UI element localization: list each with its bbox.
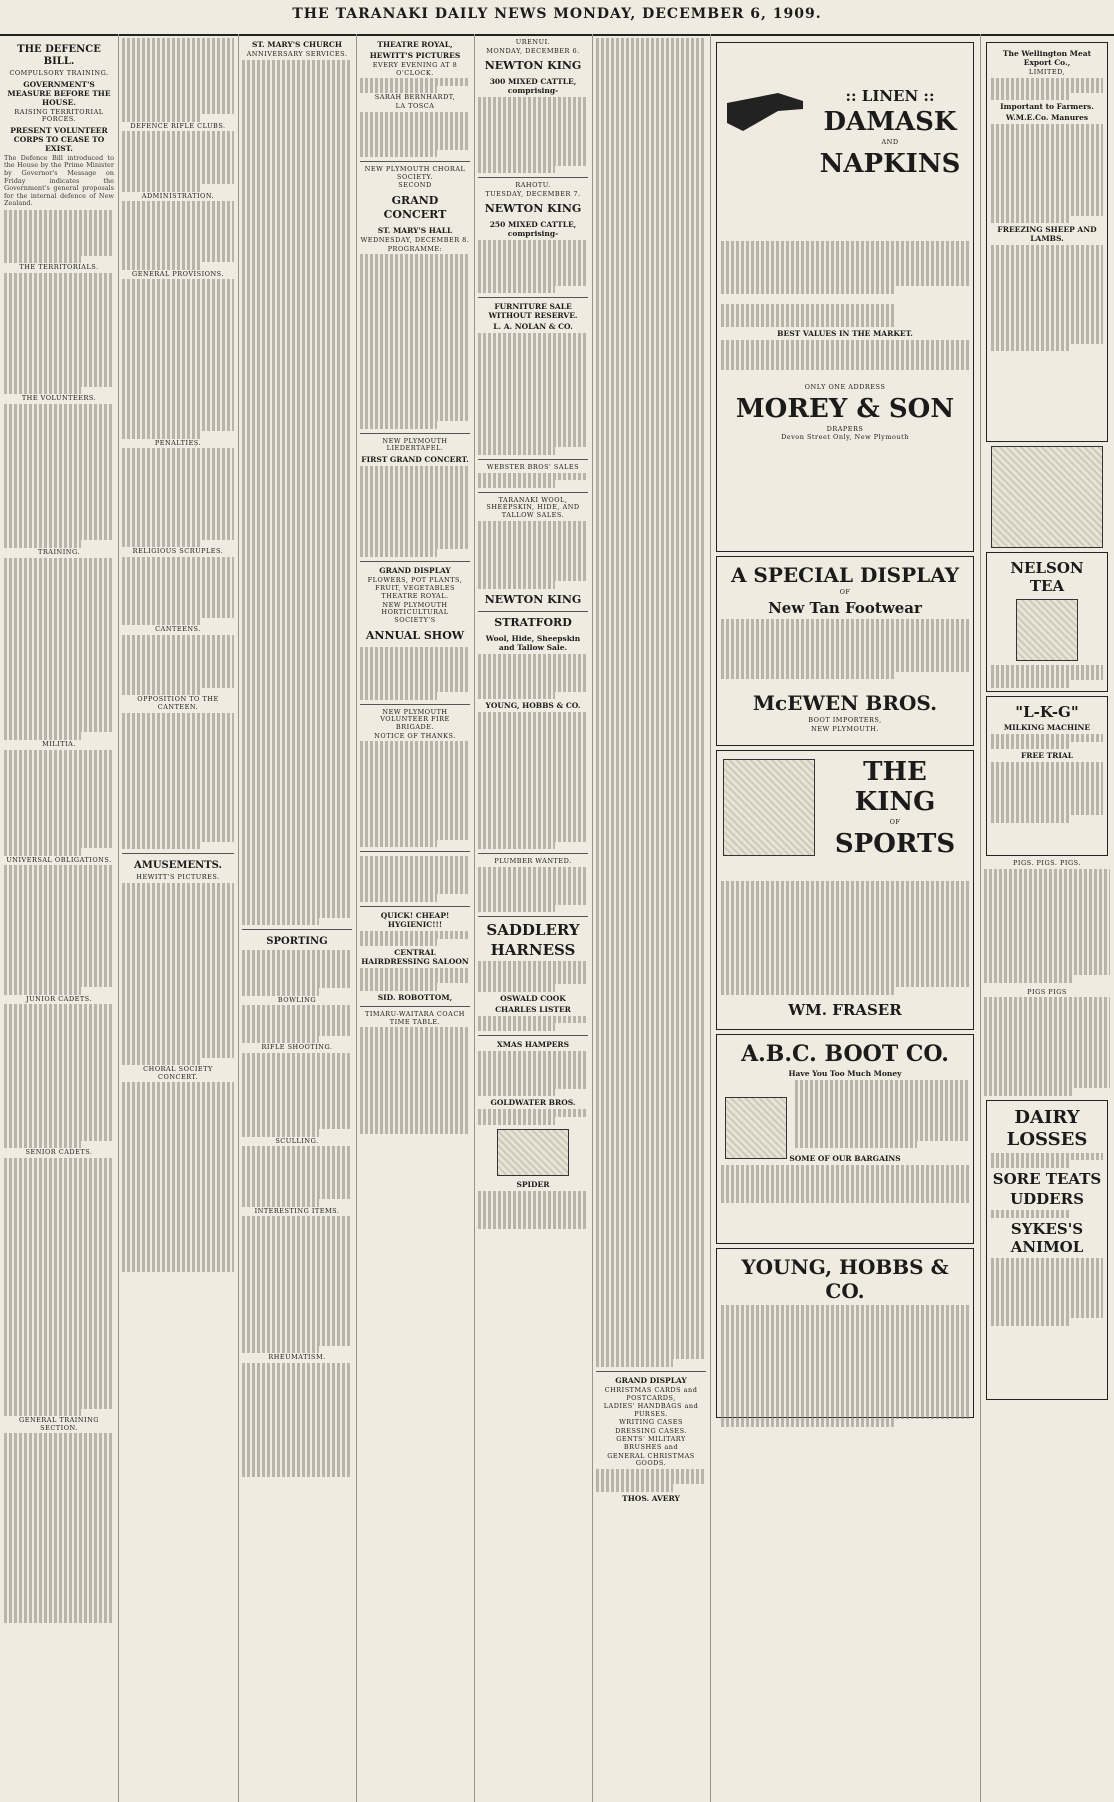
ad-line: OF xyxy=(839,588,851,596)
ad-heading: GRAND CONCERT xyxy=(383,193,447,221)
ad-line: NEW PLYMOUTH VOLUNTEER FIRE BRIGADE. xyxy=(380,707,450,731)
ad-line: RAHOTU. xyxy=(515,181,551,190)
section-heading: THE TERRITORIALS. xyxy=(19,263,99,272)
ad-heading: SYKES'S ANIMOL xyxy=(1010,1219,1084,1256)
ad-heading: New Tan Footwear xyxy=(768,598,922,617)
article-subhead: PRESENT VOLUNTEER CORPS TO CEASE TO EXIST. xyxy=(10,125,108,153)
ad-line: NEW PLYMOUTH LIEDERTAFEL. xyxy=(382,436,448,453)
ad-heading: THOS. AVERY xyxy=(622,1493,680,1503)
article-heading: ST. MARY'S CHURCH xyxy=(252,40,342,49)
ad-heading: THEATRE ROYAL, xyxy=(377,40,453,49)
ad-heading: FREE TRIAL xyxy=(1020,751,1074,761)
ad-heading: XMAS HAMPERS xyxy=(496,1039,570,1049)
section-heading: CHORAL SOCIETY CONCERT. xyxy=(143,1065,213,1081)
ad-line: PLUMBER WANTED. xyxy=(494,857,572,866)
ad-line: WEDNESDAY, DECEMBER 8. xyxy=(360,235,470,244)
tea-packet-illustration xyxy=(1016,599,1078,661)
column-classifieds xyxy=(592,34,711,1802)
article-heading: THE DEFENCE BILL. xyxy=(17,44,101,67)
ad-heading: "L-K-G" xyxy=(1015,703,1079,721)
ad-heading: 250 MIXED CATTLE, comprising- xyxy=(489,220,577,239)
section-heading: HEWITT'S PICTURES. xyxy=(136,873,220,882)
ad-heading: GRAND DISPLAY xyxy=(379,566,451,576)
column-auctions xyxy=(474,34,593,1802)
ad-line: ONLY ONE ADDRESS xyxy=(804,382,886,391)
ad-line: WRITING CASES xyxy=(619,1418,683,1427)
ad-line: TUESDAY, DECEMBER 7. xyxy=(485,189,581,198)
ad-heading: HEWITT'S PICTURES xyxy=(369,51,461,60)
section-heading: ADMINISTRATION. xyxy=(141,191,215,200)
section-heading: GENERAL PROVISIONS. xyxy=(132,269,224,278)
ad-heading: McEWEN BROS. xyxy=(752,691,938,716)
section-heading: BOWLING xyxy=(277,995,317,1004)
meat-export-ad xyxy=(986,42,1108,442)
linen-ad xyxy=(716,42,974,552)
ad-line: TARANAKI WOOL, SHEEPSKIN, HIDE, AND TALLOW SALES. xyxy=(486,495,580,519)
ad-line: OF xyxy=(889,818,901,826)
ad-line: URENUI. xyxy=(515,38,551,46)
section-heading: MILITIA. xyxy=(42,739,76,748)
column-church-sport xyxy=(238,34,357,1802)
ad-heading: A.B.C. BOOT CO. xyxy=(741,1041,949,1067)
section-title-sporting: SPORTING xyxy=(266,936,328,948)
article-subhead: RAISING TERRITORIAL FORCES. xyxy=(14,107,104,124)
masthead-title: THE TARANAKI DAILY NEWS MONDAY, DECEMBER 6, 1909. xyxy=(292,6,822,22)
ad-line: GENERAL CHRISTMAS GOODS. xyxy=(607,1451,695,1468)
ad-heading: 300 MIXED CATTLE, comprising- xyxy=(489,77,577,96)
section-heading: PENALTIES. xyxy=(154,438,202,447)
ad-heading: SID. ROBOTTOM, xyxy=(377,993,453,1002)
ad-heading: FIRST GRAND CONCERT. xyxy=(361,454,469,464)
section-heading: RELIGIOUS SCRUPLES. xyxy=(132,547,224,556)
ad-line: LADIES' HANDBAGS and PURSES. xyxy=(603,1402,699,1418)
section-heading: SENIOR CADETS. xyxy=(25,1148,93,1157)
section-heading: JUNIOR CADETS. xyxy=(26,994,92,1003)
ad-heading: Have You Too Much Money xyxy=(788,1069,902,1078)
ad-line: NEW PLYMOUTH. xyxy=(811,724,879,733)
article-paragraph: The Defence Bill introduced to the House by the Prime Minister by Governor's Message on Friday indicates the Government's general proposals for the internal defence of New Zealand. xyxy=(4,153,114,208)
ad-heading: Important to Farmers. xyxy=(1000,102,1094,112)
article-subhead: COMPULSORY TRAINING. xyxy=(9,69,109,77)
ad-heading: DAIRY LOSSES xyxy=(1006,1106,1088,1150)
horse-illustration xyxy=(497,1129,569,1176)
young-hobbs-ad xyxy=(716,1248,974,1418)
ad-heading: MOREY & SON xyxy=(735,393,955,424)
section-heading: INTERESTING ITEMS. xyxy=(254,1206,340,1215)
section-heading: DEFENCE RIFLE CLUBS. xyxy=(130,121,226,130)
ad-heading: ANNUAL SHOW xyxy=(365,628,465,642)
column-defence-continued xyxy=(118,34,239,1802)
ad-heading: W.M.E.Co. Manures xyxy=(1005,113,1089,123)
section-heading: UNIVERSAL OBLIGATIONS. xyxy=(6,855,112,864)
milking-machine-ad xyxy=(986,696,1108,856)
section-heading: CANTEENS. xyxy=(155,625,201,634)
ad-line: THEATRE ROYAL. xyxy=(381,592,449,601)
column-defence-bill xyxy=(0,34,119,1802)
ad-line: SECOND xyxy=(398,181,432,190)
ad-heading: :: LINEN :: xyxy=(845,87,935,105)
section-title-amusements: AMUSEMENTS. xyxy=(133,860,222,872)
ad-line: Devon Street Only, New Plymouth xyxy=(781,433,909,442)
abc-boot-ad xyxy=(716,1034,974,1244)
king-of-sports-ad xyxy=(716,750,974,1030)
ad-line: LA TOSCA xyxy=(395,101,435,110)
ad-line: CHRISTMAS CARDS and POSTCARDS, xyxy=(604,1385,698,1402)
ad-line: PIGS. PIGS. PIGS. xyxy=(1013,859,1081,867)
ad-heading: NEWTON KING xyxy=(484,592,582,606)
ad-line: EVERY EVENING AT 8 O'CLOCK. xyxy=(372,61,458,77)
ad-heading: GOLDWATER BROS. xyxy=(490,1098,576,1108)
ad-heading: A SPECIAL DISPLAY xyxy=(730,563,960,587)
ad-heading: YOUNG, HOBBS & CO. xyxy=(485,701,581,711)
ad-heading: SPIDER xyxy=(516,1179,550,1189)
ad-line: TIMARU-WAITARA COACH TIME TABLE. xyxy=(365,1010,465,1026)
ad-heading: DAMASK xyxy=(823,107,957,137)
ad-heading: SOME OF OUR BARGAINS xyxy=(789,1154,901,1164)
animol-ad xyxy=(986,1100,1108,1400)
ad-line: DRAPERS xyxy=(826,424,864,433)
ad-heading: OSWALD COOK xyxy=(500,993,566,1003)
ad-heading: MILKING MACHINE xyxy=(1003,723,1091,732)
ad-heading: HARNESS xyxy=(490,941,576,960)
ad-heading: GRAND DISPLAY xyxy=(615,1375,687,1385)
ad-line: NOTICE OF THANKS. xyxy=(374,731,456,740)
ad-heading: BEST VALUES IN THE MARKET. xyxy=(777,328,913,338)
ad-line: FLOWERS, POT PLANTS, FRUIT, VEGETABLES xyxy=(367,576,463,592)
ad-heading: FURNITURE SALE WITHOUT RESERVE. xyxy=(488,302,578,321)
ad-heading: NELSON TEA xyxy=(1010,559,1084,595)
article-subhead: ANNIVERSARY SERVICES. xyxy=(246,50,348,58)
ad-line: AND xyxy=(881,138,899,146)
section-heading: TRAINING. xyxy=(38,548,80,557)
section-heading: THE VOLUNTEERS. xyxy=(21,394,97,403)
bag-illustration xyxy=(725,1097,787,1159)
ad-heading: ST. MARY'S HALL xyxy=(377,225,453,235)
ad-heading: STRATFORD xyxy=(494,615,572,629)
ad-line: SARAH BERNHARDT, xyxy=(374,93,456,102)
ad-heading: The Wellington Meat Export Co., xyxy=(1002,49,1092,67)
ad-line: BOOT IMPORTERS, xyxy=(808,716,882,725)
ad-line: MONDAY, DECEMBER 6. xyxy=(486,46,580,55)
ad-heading: FREEZING SHEEP AND LAMBS. xyxy=(997,225,1097,244)
camera-user-illustration xyxy=(723,759,815,856)
ad-line: NEW PLYMOUTH HORTICULTURAL SOCIETY'S xyxy=(381,600,449,625)
woman-illustration xyxy=(991,446,1103,548)
ad-heading: UDDERS xyxy=(1010,1190,1084,1208)
ad-line: NEW PLYMOUTH CHORAL SOCIETY. xyxy=(364,165,466,181)
ad-line: WEBSTER BROS' SALES xyxy=(486,462,580,471)
ad-heading: WM. FRASER xyxy=(788,1000,902,1019)
ad-heading: L. A. NOLAN & CO. xyxy=(493,322,573,332)
ad-line: PIGS PIGS xyxy=(1027,987,1067,996)
ad-line: DRESSING CASES. xyxy=(615,1426,687,1435)
masthead xyxy=(0,0,1114,36)
column-farm-ads xyxy=(980,34,1114,1802)
ad-heading: NEWTON KING xyxy=(484,59,582,73)
article-subhead: GOVERNMENT'S MEASURE BEFORE THE HOUSE. xyxy=(7,79,111,107)
section-heading: RIFLE SHOOTING. xyxy=(261,1043,333,1052)
pointing-hand-icon xyxy=(723,73,813,153)
ad-heading: SORE TEATS xyxy=(992,1170,1102,1188)
nelson-tea-ad xyxy=(986,552,1108,692)
ad-heading: NEWTON KING xyxy=(484,202,582,216)
ad-heading: SADDLERY xyxy=(486,921,580,940)
ad-heading: NAPKINS xyxy=(819,148,961,179)
section-heading: RHEUMATISM. xyxy=(268,1353,326,1362)
column-display-ads xyxy=(710,34,981,1802)
section-heading: GENERAL TRAINING SECTION. xyxy=(19,1416,99,1432)
ad-heading: CENTRAL HAIRDRESSING SALOON xyxy=(361,948,469,967)
section-heading: SCULLING. xyxy=(275,1136,319,1145)
column-entertainment-notices xyxy=(356,34,475,1802)
ad-line: PROGRAMME: xyxy=(387,244,443,253)
tan-footwear-ad xyxy=(716,556,974,746)
ad-heading: QUICK! CHEAP! HYGIENIC!!! xyxy=(380,911,450,930)
ad-heading: SPORTS xyxy=(834,828,956,859)
ad-heading: YOUNG, HOBBS & CO. xyxy=(741,1255,949,1303)
ad-line: LIMITED, xyxy=(1028,68,1066,76)
ad-heading: Wool, Hide, Sheepskin and Tallow Sale. xyxy=(485,633,581,652)
ad-heading: CHARLES LISTER xyxy=(495,1004,571,1014)
section-heading: OPPOSITION TO THE CANTEEN. xyxy=(137,695,219,712)
ad-heading: THE KING xyxy=(854,757,936,817)
ad-line: GENTS' MILITARY BRUSHES and xyxy=(616,1435,686,1452)
